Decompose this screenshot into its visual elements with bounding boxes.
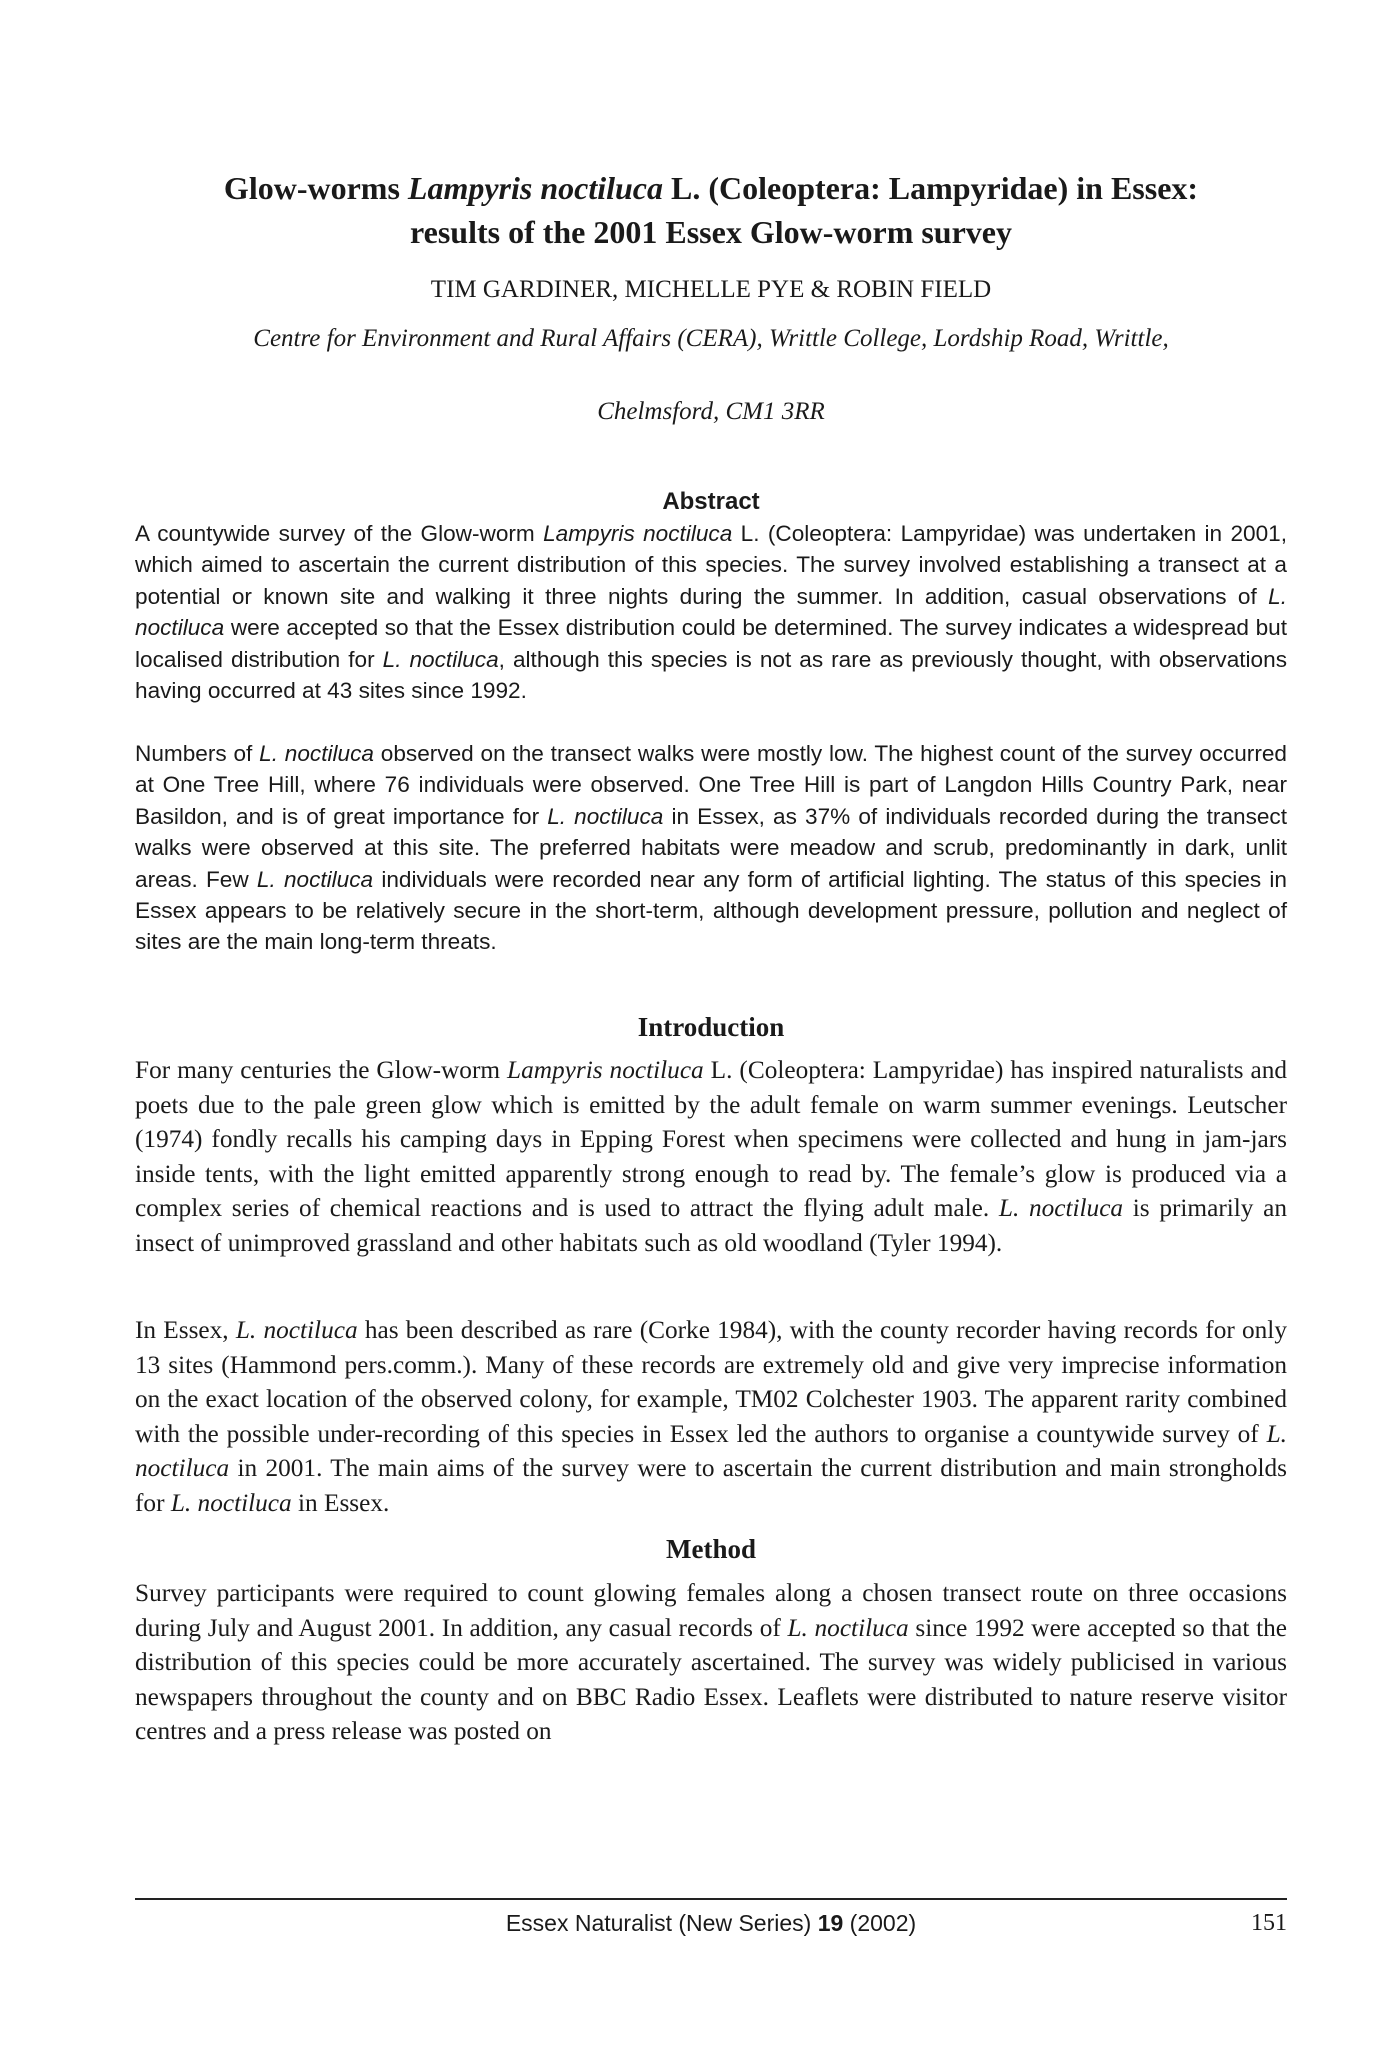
abstract-heading: Abstract — [662, 488, 760, 515]
text-run: Survey participants were required to count glowing females along a chosen transect route on three occasions during July and August 2001. In addition, any casual records of — [135, 1579, 1287, 1642]
method-heading: Method — [666, 1534, 756, 1564]
introduction-heading: Introduction — [637, 1012, 785, 1042]
species-name: L. noctiluca — [135, 1419, 1287, 1482]
species-name: L. noctiluca — [256, 866, 374, 892]
abstract-paragraph-2 — [135, 738, 1287, 958]
species-name: L. noctiluca — [170, 1488, 292, 1517]
species-name: L. noctiluca — [135, 583, 1287, 641]
species-name: L. noctiluca — [259, 741, 374, 766]
text-run: is primarily an insect of unimproved grassland and other habitats such as old woodland (Tyler 1994). — [135, 1194, 1288, 1257]
page-number: 151 — [1251, 1910, 1287, 1936]
text-run: observed on the transect walks were mostly low. The highest count of the survey occurred at One Tree Hill, where 76 individuals were observed. One Tree Hill is part of Langdon Hills Country Park, near Basildon, and is of great importance for — [135, 741, 1287, 829]
species-name: Lampyris noctiluca — [507, 1056, 704, 1084]
title-species: Lampyris noctiluca — [407, 170, 663, 206]
affiliation-line-2: Chelmsford, CM1 3RR — [597, 398, 825, 425]
text-run: since 1992 were accepted so that the distribution of this species could be more accurately ascertained. The survey was widely publicised in various newspapers throughout the county and on BBC Radio Essex. Leaflets were distributed to nature reserve visitor centres and a press release was posted on — [135, 1613, 1287, 1745]
text-run: in Essex, as 37% of individuals recorded during the transect walks were observed at this site. The preferred habitats were meadow and scrub, predominantly in dark, unlit areas. Few — [135, 803, 1288, 892]
species-name: L. noctiluca — [235, 1316, 358, 1344]
text-run: Numbers of — [135, 741, 260, 766]
text-run: in 2001. The main aims of the survey were to ascertain the current distribution and main strongholds for — [135, 1454, 1287, 1517]
text-run: in Essex. — [291, 1488, 390, 1517]
text-run: In Essex, — [135, 1316, 236, 1344]
text-run: L. (Coleoptera: Lampyridae) was undertaken in 2001, which aimed to ascertain the current distribution of this species. The survey involved establishing a transect at a potential or known site and walking it three nights during the summer. In addition, casual observations of — [135, 521, 1287, 609]
text-run: For many centuries the Glow-worm — [135, 1056, 508, 1084]
species-name: L. noctiluca — [787, 1613, 909, 1642]
authors: TIM GARDINER, MICHELLE PYE & ROBIN FIELD — [430, 276, 992, 303]
species-name: Lampyris noctiluca — [543, 521, 733, 546]
paper-page — [135, 0, 1287, 2067]
text-run: has been described as rare (Corke 1984), with the county recorder having records for only 13 sites (Hammond pers.comm.). Many of these records are extremely old and give very imprecise information on the exact location of the observed colony, for example, TM02 Colchester 1903. The apparent rarity combined with the possible under-recording of this species in Essex led the authors to organise a countywide survey of — [135, 1316, 1287, 1448]
method-paragraph-1 — [135, 1576, 1287, 1749]
abstract-paragraph-1 — [135, 518, 1287, 706]
text-run: L. (Coleoptera: Lampyridae) has inspired naturalists and poets due to the pale green glow which is emitted by the adult female on warm summer evenings. Leutscher (1974) fondly recalls his camping days in Epping Forest when specimens were collected and hung in jam-jars inside tents, with the light emitted apparently strong enough to read by. The female’s glow is produced via a complex series of chemical reactions and is used to attract the flying adult male. — [135, 1056, 1287, 1222]
introduction-paragraph-1 — [135, 1053, 1287, 1260]
introduction-paragraph-2 — [135, 1313, 1287, 1520]
title-line-2: results of the 2001 Essex Glow-worm survey — [409, 214, 1012, 250]
text-run: A countywide survey of the Glow-worm — [135, 521, 544, 546]
journal-citation: Essex Naturalist (New Series) 19 (2002) — [505, 1910, 917, 1936]
species-name: L. noctiluca — [547, 803, 664, 829]
text-run: , although this species is not as rare as previously thought, with observations having occurred at 43 sites since 1992. — [135, 646, 1287, 704]
footer-rule — [135, 1898, 1287, 1900]
species-name: L. noctiluca — [998, 1194, 1124, 1222]
affiliation-line-1: Centre for Environment and Rural Affairs (CERA), Writtle College, Lordship Road, Writtle, — [253, 325, 1169, 352]
text-run: individuals were recorded near any form of artificial lighting. The status of this species in Essex appears to be relatively secure in the short-term, although development pressure, pollution and neglect of sites are the main long-term threats. — [135, 866, 1287, 955]
title-line-1: Glow-worms Lampyris noctiluca L. (Coleoptera: Lampyridae) in Essex: — [223, 170, 1199, 206]
article-title — [135, 166, 1287, 254]
species-name: L. noctiluca — [382, 646, 499, 672]
text-run: were accepted so that the Essex distribution could be determined. The survey indicates a widespread but localised distribution for — [135, 615, 1287, 672]
volume-number: 19 — [817, 1910, 844, 1936]
